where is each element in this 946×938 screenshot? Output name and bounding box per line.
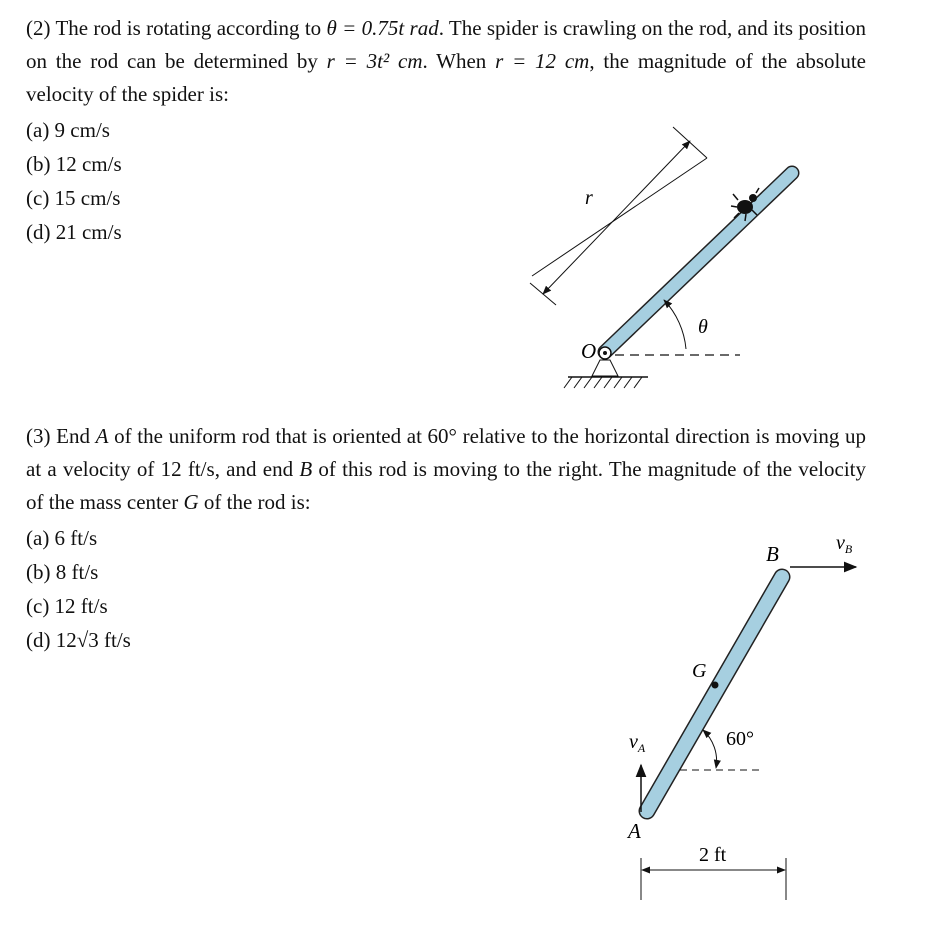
rod — [647, 577, 782, 811]
question-number: (3) — [26, 424, 51, 448]
option-d: (d) 21 cm/s — [26, 220, 122, 244]
mass-center-dot — [712, 682, 719, 689]
stem-text: of the rod is: — [203, 490, 311, 514]
vA-label: $v_A$ — [629, 731, 646, 755]
sliding-rod-figure — [626, 532, 856, 900]
A-label: A — [628, 819, 641, 843]
option-b: (b) 8 ft/s — [26, 560, 99, 584]
option-c: (c) 15 cm/s — [26, 186, 121, 210]
stem-text: . When — [422, 49, 487, 73]
stem-text: The rod is rotating according to — [55, 16, 322, 40]
rotating-rod-figure — [530, 127, 792, 388]
ground-hatch — [564, 377, 642, 388]
option-a: (a) 6 ft/s — [26, 526, 98, 550]
stem-text: . The spider is crawling on the rod, and its position on the rod can be determined by — [26, 16, 867, 73]
r-label: r — [585, 187, 593, 209]
vB-label: $v_B$ — [836, 532, 853, 556]
r-equation: r = 3t² cm — [326, 49, 423, 73]
option-a: (a) 9 cm/s — [26, 118, 110, 142]
G-label: G — [692, 660, 707, 682]
option-c: (c) 12 ft/s — [26, 594, 108, 618]
option-b: (b) 12 cm/s — [26, 152, 122, 176]
width-label: 2 ft — [699, 844, 727, 866]
theta-arc — [664, 300, 686, 349]
r-dimension-line — [543, 141, 690, 294]
stem-text: of this rod is moving to the right. The magnitude of the velocity of the mass center — [26, 457, 866, 514]
option-d: (d) 12√3 ft/s — [26, 628, 131, 652]
end-b-symbol: B — [299, 457, 313, 481]
O-label: O — [581, 339, 597, 363]
angle-label: 60° — [726, 728, 754, 750]
theta-equation: θ = 0.75t rad — [326, 16, 439, 40]
stem-text: , the magnitude of the absolute velocity of the spider is: — [26, 49, 866, 106]
end-a-symbol: A — [95, 424, 109, 448]
pivot-pin-center — [603, 351, 607, 355]
B-label: B — [766, 542, 779, 566]
center-symbol: G — [183, 490, 199, 514]
stem-text: of the uniform rod that is oriented at 60° relative to the horizontal direction is moving up at a velocity of 12 ft/s, and end — [26, 424, 867, 481]
dimension-tick — [532, 158, 707, 276]
question-number: (2) — [26, 16, 51, 40]
theta-label: θ — [698, 316, 708, 338]
angle-arc — [703, 730, 717, 768]
r-value: r = 12 cm — [495, 49, 590, 73]
stem-text: End — [56, 424, 90, 448]
